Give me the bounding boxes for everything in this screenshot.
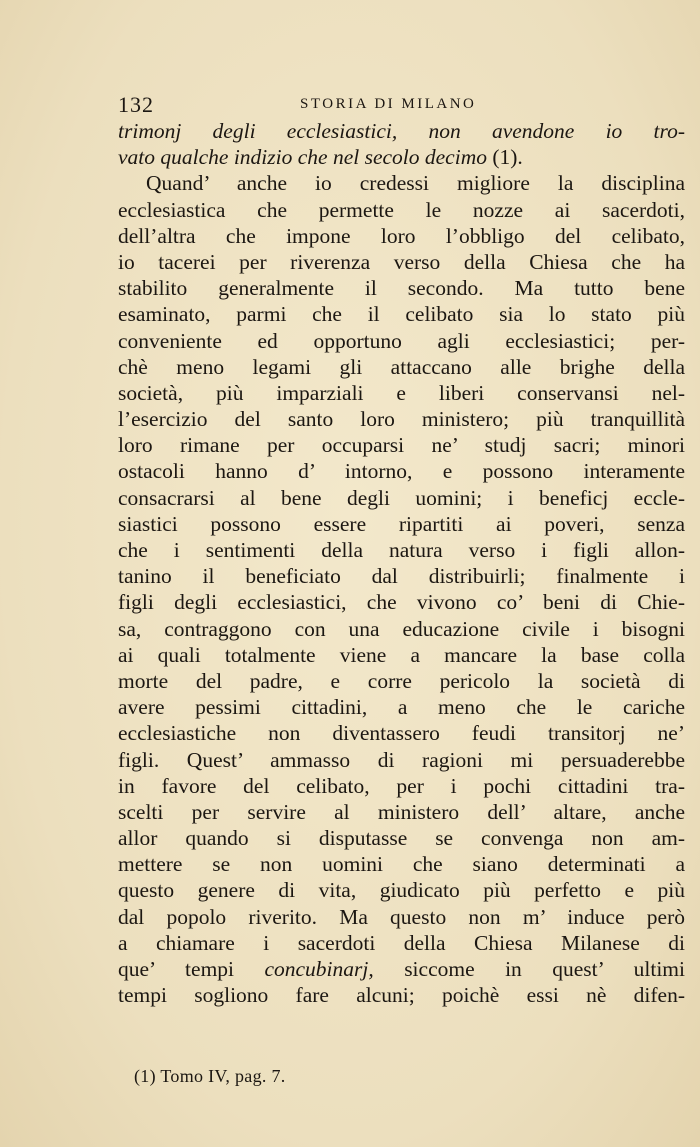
running-head (118, 92, 588, 118)
italic-text: trimonj degli ecclesiastici, non avendone io tro- (118, 119, 685, 143)
text-line (118, 485, 685, 511)
text-segment: siccome in quest’ ultimi (373, 957, 686, 981)
text-segment: conveniente ed opportuno agli ecclesiastici; per- (118, 328, 685, 353)
text-segment: società, più imparziali e liberi conservansi nel- (118, 380, 685, 405)
text-segment: avere pessimi cittadini, a meno che le cariche (118, 695, 685, 720)
text-segment: morte del padre, e corre pericolo la società di (118, 668, 685, 693)
text-line (118, 197, 685, 223)
text-segment: ecclesiastiche non diventassero feudi transitorj ne’ (118, 721, 685, 746)
text-line (118, 301, 685, 327)
text-line (118, 851, 685, 877)
text-line (118, 668, 685, 694)
text-segment: tanino il beneficiato dal distribuirli; finalmente i (118, 564, 685, 589)
text-line (118, 904, 685, 930)
text-line (118, 118, 685, 144)
text-segment: dal popolo riverito. Ma questo non m’ induce però (118, 904, 685, 929)
text-segment: loro rimane per occuparsi ne’ studj sacri; minori (118, 433, 685, 458)
text-segment: tempi sogliono fare alcuni; poichè essi nè difen- (118, 983, 685, 1008)
running-title: STORIA DI MILANO (300, 96, 477, 112)
text-segment: mettere se non uomini che siano determinati a (118, 852, 685, 877)
body-text (118, 118, 685, 1008)
text-line (118, 511, 685, 537)
text-line (118, 616, 685, 642)
text-line (118, 930, 685, 956)
text-line (118, 877, 685, 903)
text-line (118, 249, 685, 275)
text-segment: stabilito generalmente il secondo. Ma tutto bene (118, 276, 685, 301)
text-segment: ecclesiastica che permette le nozze ai sacerdoti, (118, 197, 685, 222)
text-line (118, 275, 685, 301)
text-segment: sa, contraggono con una educazione civile i bisogni (118, 616, 685, 641)
text-segment: io tacerei per riverenza verso della Chiesa che ha (118, 249, 685, 274)
text-line (118, 563, 685, 589)
text-segment: scelti per servire al ministero dell’ altare, anche (118, 799, 685, 824)
footnote: (1) Tomo IV, pag. 7. (134, 1066, 286, 1086)
text-line (118, 328, 685, 354)
text-line (118, 406, 685, 432)
page-number: 132 (118, 92, 154, 117)
text-line (118, 537, 685, 563)
text-segment: consacrarsi al bene degli uomini; i beneficj eccle- (118, 485, 685, 510)
text-line (118, 799, 685, 825)
text-segment: esaminato, parmi che il celibato sia lo stato più (118, 302, 685, 327)
text-segment: chè meno legami gli attaccano alle brighe della (118, 354, 685, 379)
text-line (118, 694, 685, 720)
text-segment: questo genere di vita, giudicato più perfetto e più (118, 878, 685, 903)
text-line (118, 458, 685, 484)
text-line (118, 170, 685, 196)
text-line (118, 773, 685, 799)
text-segment: siastici possono essere ripartiti ai poveri, senza (118, 511, 685, 536)
text-segment: a chiamare i sacerdoti della Chiesa Milanese di (118, 930, 685, 955)
text-segment: allor quando si disputasse se convenga non am- (118, 826, 685, 851)
text-segment: ostacoli hanno d’ intorno, e possono interamente (118, 459, 685, 484)
text-line (118, 982, 685, 1008)
text-line (118, 825, 685, 851)
text-segment: dell’altra che impone loro l’obbligo del celibato, (118, 223, 685, 248)
text-line (118, 720, 685, 746)
italic-text: concubinarj, (264, 957, 374, 981)
text-segment: ai quali totalmente viene a mancare la base colla (118, 642, 685, 667)
text-line (118, 432, 685, 458)
text-segment: in favore del celibato, per i pochi cittadini tra- (118, 773, 685, 798)
text-line (118, 223, 685, 249)
text-segment: figli. Quest’ ammasso di ragioni mi persuaderebbe (118, 747, 685, 772)
text-line (118, 380, 685, 406)
text-segment: que’ tempi (118, 957, 265, 981)
text-segment: Quand’ anche io credessi migliore la disciplina (146, 171, 685, 196)
text-segment: l’esercizio del santo loro ministero; più tranquillità (118, 407, 685, 432)
text-segment: che i sentimenti della natura verso i figli allon- (118, 538, 685, 562)
text-segment: (1). (486, 145, 523, 170)
text-line (118, 747, 685, 773)
text-line (118, 642, 685, 668)
text-line (118, 144, 685, 170)
italic-text: vato qualche indizio che nel secolo decimo (118, 145, 487, 170)
text-line (118, 589, 685, 615)
text-segment: figli degli ecclesiastici, che vivono co’ beni di Chie- (118, 590, 685, 615)
text-line (118, 354, 685, 380)
text-line (118, 956, 685, 982)
